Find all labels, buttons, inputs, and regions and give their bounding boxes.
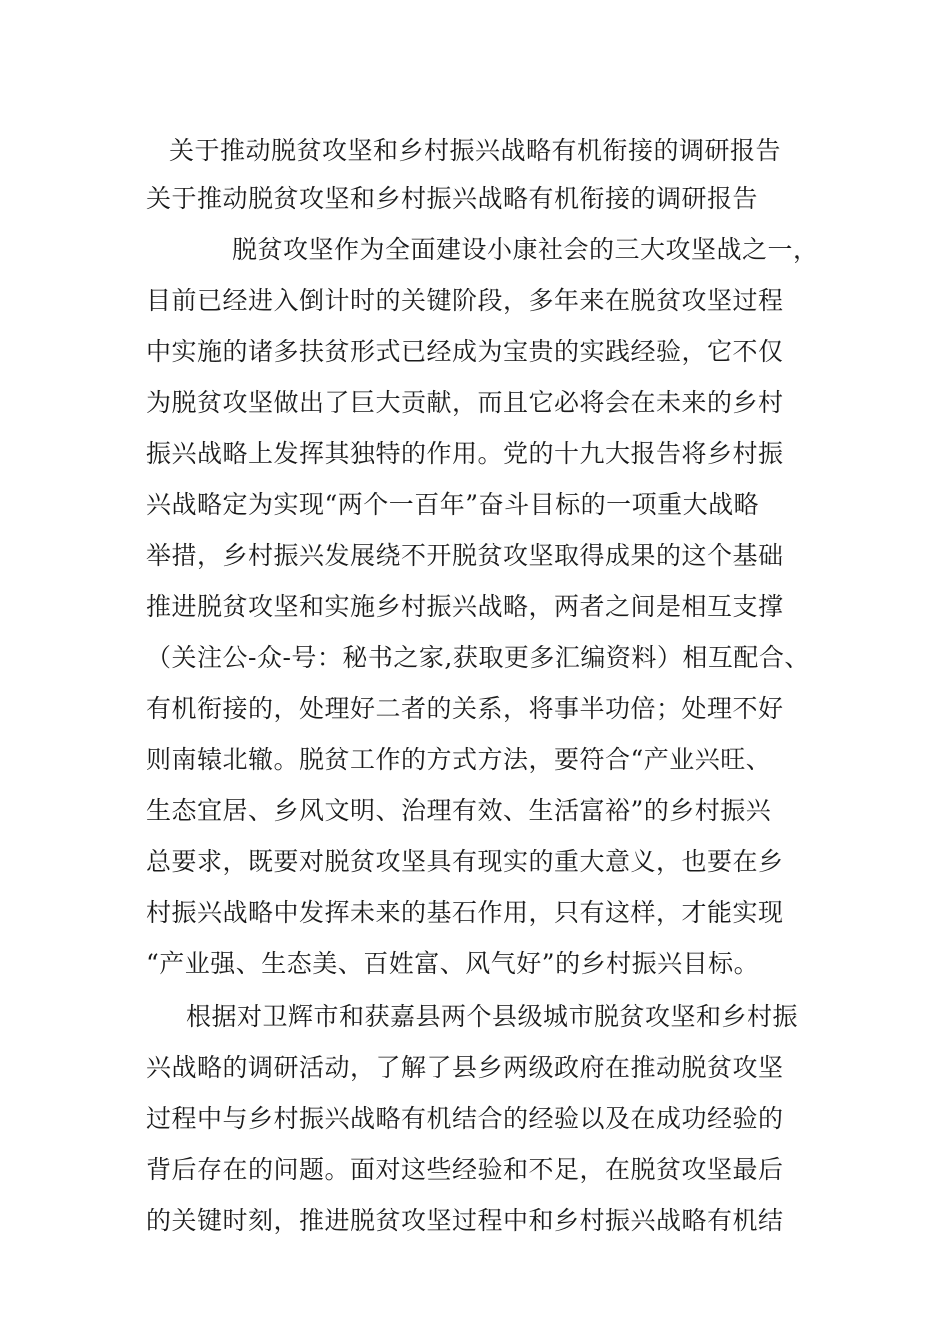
paragraph-line: 脱贫攻坚作为全面建设小康社会的三大攻坚战之一， xyxy=(232,235,819,264)
paragraph-line: 过程中与乡村振兴战略有机结合的经验以及在成功经验的 xyxy=(146,1104,784,1133)
paragraph-line: 根据对卫辉市和获嘉县两个县级城市脱贫攻坚和乡村振 xyxy=(186,1002,799,1031)
paragraph-line: 推进脱贫攻坚和实施乡村振兴战略，两者之间是相互支撑 xyxy=(146,592,784,621)
paragraph-line: “产业强、生态美、百姓富、风气好”的乡村振兴目标。 xyxy=(146,949,760,978)
paragraph-line: 则南辕北辙。脱贫工作的方式方法，要符合“产业兴旺、 xyxy=(146,745,772,774)
paragraph-line: 背后存在的问题。面对这些经验和不足，在脱贫攻坚最后 xyxy=(146,1155,784,1184)
paragraph-line: 目前已经进入倒计时的关键阶段，多年来在脱贫攻坚过程 xyxy=(146,286,784,315)
paragraph-line: 兴战略的调研活动，了解了县乡两级政府在推动脱贫攻坚 xyxy=(146,1053,784,1082)
paragraph-line: 为脱贫攻坚做出了巨大贡献，而且它必将会在未来的乡村 xyxy=(146,388,784,417)
paragraph-line: （关注公-众-号：秘书之家,获取更多汇编资料）相互配合、 xyxy=(146,643,810,672)
paragraph-line: 举措，乡村振兴发展绕不开脱贫攻坚取得成果的这个基础 xyxy=(146,541,784,570)
paragraph-line: 总要求，既要对脱贫攻坚具有现实的重大意义，也要在乡 xyxy=(146,847,784,876)
document-title-2: 关于推动脱贫攻坚和乡村振兴战略有机衔接的调研报告 xyxy=(146,184,759,213)
paragraph-line: 有机衔接的，处理好二者的关系，将事半功倍；处理不好 xyxy=(146,694,784,723)
paragraph-line: 的关键时刻，推进脱贫攻坚过程中和乡村振兴战略有机结 xyxy=(146,1206,784,1235)
paragraph-line: 生态宜居、乡风文明、治理有效、生活富裕”的乡村振兴 xyxy=(146,796,772,825)
document-title-1: 关于推动脱贫攻坚和乡村振兴战略有机衔接的调研报告 xyxy=(169,136,782,165)
paragraph-line: 村振兴战略中发挥未来的基石作用，只有这样，才能实现 xyxy=(146,898,784,927)
paragraph-line: 兴战略定为实现“两个一百年”奋斗目标的一项重大战略 xyxy=(146,490,760,519)
paragraph-line: 振兴战略上发挥其独特的作用。党的十九大报告将乡村振 xyxy=(146,439,784,468)
paragraph-line: 中实施的诸多扶贫形式已经成为宝贵的实践经验，它不仅 xyxy=(146,337,784,366)
